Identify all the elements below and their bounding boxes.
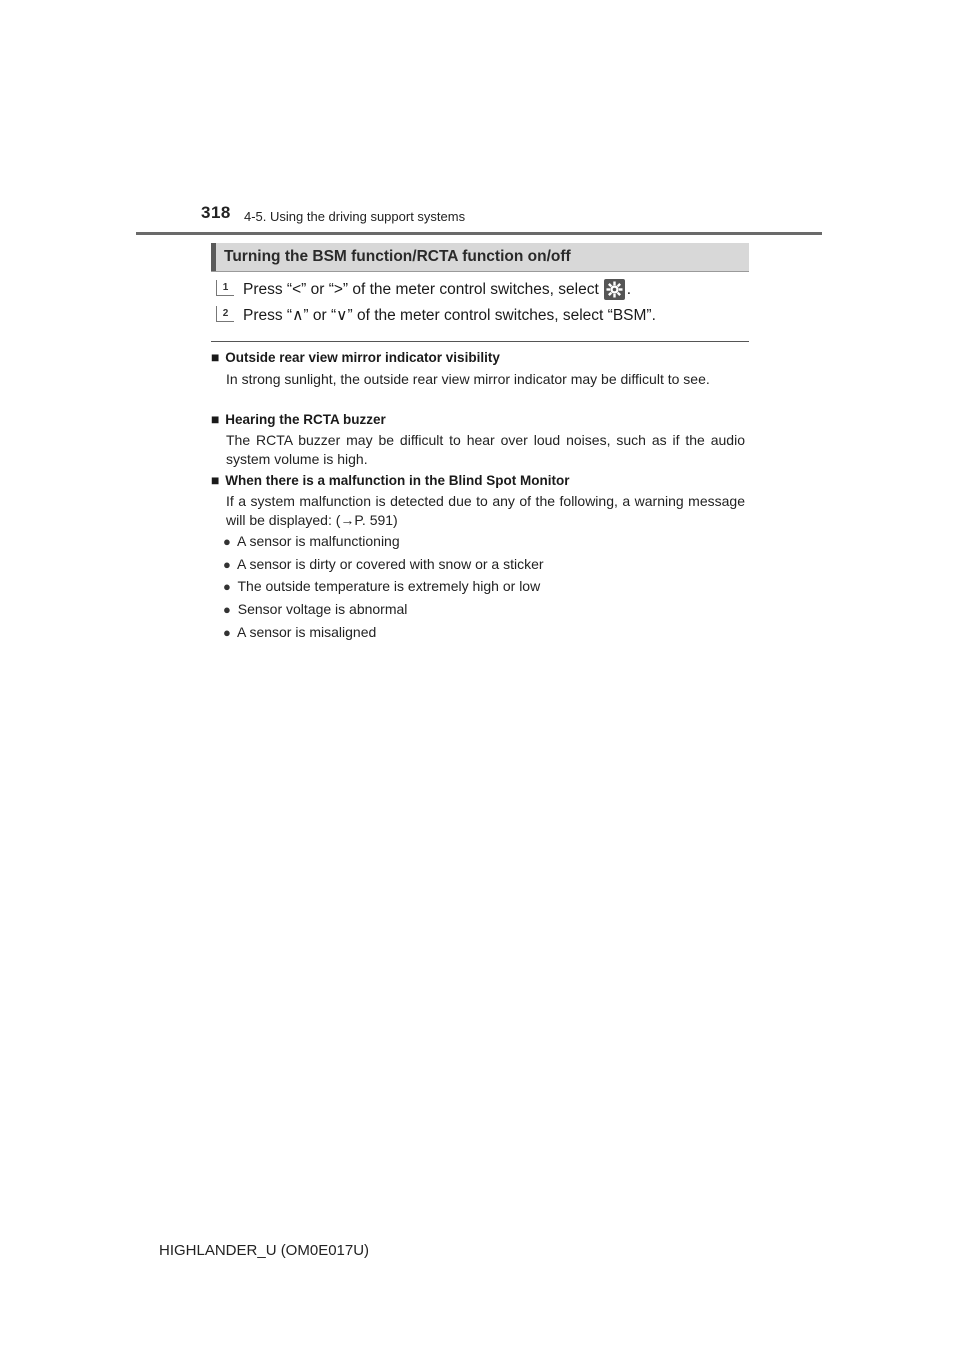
list-item-text: The outside temperature is extremely high or low bbox=[237, 578, 541, 594]
step-number: 2 bbox=[216, 306, 234, 322]
list-item bbox=[223, 578, 540, 594]
bullet-dot: ● bbox=[223, 557, 231, 572]
note-body-rcta-buzzer: The RCTA buzzer may be difficult to hear over loud noises, such as if the audio system volume is high. bbox=[226, 432, 745, 467]
note-body-malfunction: If a system malfunction is detected due to any of the following, a warning message will be displayed: (→P. 591) bbox=[226, 493, 745, 528]
subsection-title-bar bbox=[211, 243, 749, 272]
step-2 bbox=[216, 306, 656, 325]
header-divider bbox=[136, 232, 822, 235]
note-heading-rcta-buzzer bbox=[211, 411, 386, 427]
step-text: Press “∧” or “∨” of the meter control switches, select “BSM”. bbox=[243, 307, 656, 324]
bullet-dot: ● bbox=[223, 602, 231, 617]
step-1 bbox=[216, 279, 631, 300]
gear-icon bbox=[604, 279, 625, 300]
list-item bbox=[223, 556, 544, 572]
step-text-end: . bbox=[626, 280, 632, 298]
note-marker: ■ bbox=[211, 349, 220, 365]
step-text: Press “<” or “>” of the meter control switches, select bbox=[243, 280, 599, 298]
note-heading-mirror-visibility bbox=[211, 349, 500, 365]
subsection-accent bbox=[211, 243, 216, 271]
list-item-text: A sensor is malfunctioning bbox=[236, 533, 400, 549]
list-item bbox=[223, 533, 400, 549]
list-item bbox=[223, 601, 407, 617]
note-heading-text: Hearing the RCTA buzzer bbox=[225, 412, 386, 427]
bullet-dot: ● bbox=[223, 534, 231, 549]
note-body-mirror-visibility: In strong sunlight, the outside rear view mirror indicator may be difficult to see. bbox=[226, 371, 710, 387]
list-item bbox=[223, 624, 376, 640]
notes-divider bbox=[211, 341, 749, 342]
list-item-text: A sensor is misaligned bbox=[236, 624, 377, 640]
note-heading-text: When there is a malfunction in the Blind Spot Monitor bbox=[225, 473, 570, 488]
note-marker: ■ bbox=[211, 472, 220, 488]
note-marker: ■ bbox=[211, 411, 220, 427]
list-item-text: Sensor voltage is abnormal bbox=[237, 601, 408, 617]
bullet-dot: ● bbox=[223, 579, 231, 594]
bullet-dot: ● bbox=[223, 625, 231, 640]
note-heading-text: Outside rear view mirror indicator visibility bbox=[225, 350, 500, 365]
note-heading-malfunction bbox=[211, 472, 569, 488]
page-number: 318 bbox=[201, 203, 231, 222]
subsection-title: Turning the BSM function/RCTA function on/off bbox=[224, 248, 571, 265]
section-title: 4-5. Using the driving support systems bbox=[244, 209, 466, 224]
footer-model-code: HIGHLANDER_U (OM0E017U) bbox=[159, 1242, 370, 1259]
step-number: 1 bbox=[216, 280, 234, 296]
list-item-text: A sensor is dirty or covered with snow or a sticker bbox=[236, 556, 544, 572]
